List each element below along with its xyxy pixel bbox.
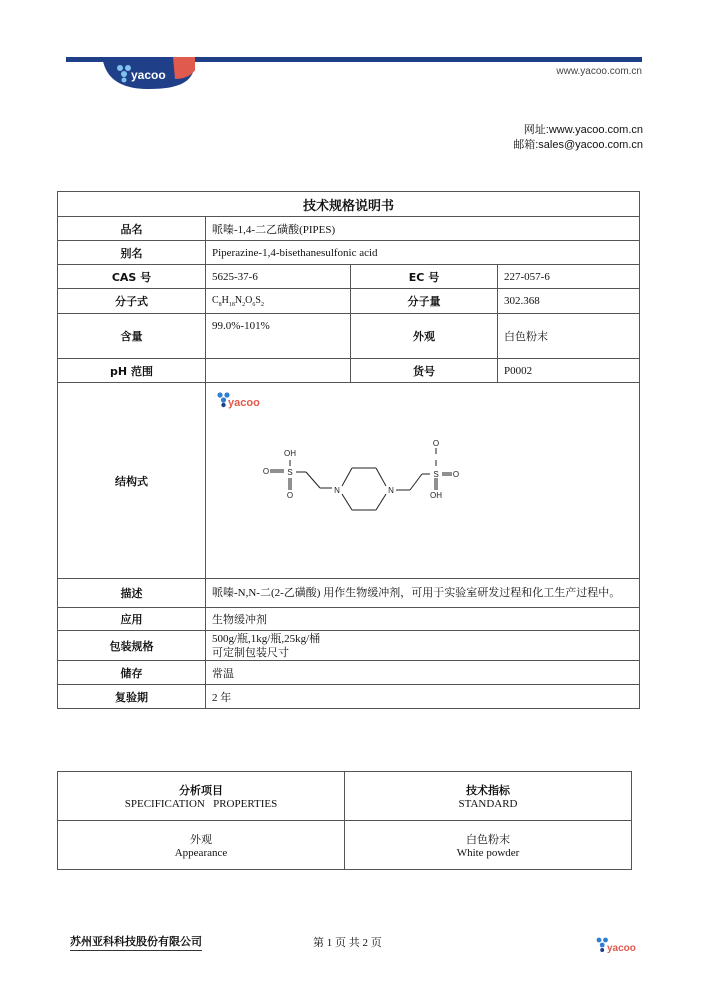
appearance-value: 白色粉末 bbox=[498, 314, 640, 359]
table-row bbox=[58, 608, 640, 631]
retest-value: 2 年 bbox=[206, 685, 640, 709]
analysis-col2-header bbox=[345, 772, 632, 821]
table-row bbox=[58, 661, 640, 685]
svg-text:OH: OH bbox=[284, 448, 296, 458]
analysis-col1-cn: 分析项目 bbox=[179, 784, 223, 797]
analysis-standard-cell bbox=[345, 821, 632, 870]
table-row bbox=[58, 241, 640, 265]
content-label: 含量 bbox=[58, 314, 206, 359]
catalog-value: P0002 bbox=[498, 359, 640, 383]
footer-yacoo-logo bbox=[595, 934, 643, 956]
svg-text:O: O bbox=[262, 466, 270, 476]
ec-label: EC 号 bbox=[351, 265, 498, 289]
description-label: 描述 bbox=[58, 579, 206, 608]
packaging-value bbox=[206, 631, 640, 661]
ph-label: pH 范围 bbox=[58, 359, 206, 383]
analysis-header-row bbox=[58, 772, 632, 821]
packaging-line-1: 500g/瓶,1kg/瓶,25kg/桶 bbox=[212, 632, 321, 645]
analysis-std-cn: 白色粉末 bbox=[466, 834, 510, 846]
table-row bbox=[58, 217, 640, 241]
mw-label: 分子量 bbox=[351, 289, 498, 314]
analysis-table bbox=[57, 771, 632, 870]
analysis-col2-en: STANDARD bbox=[458, 798, 518, 810]
alias-label: 别名 bbox=[58, 241, 206, 265]
analysis-item-en: Appearance bbox=[174, 847, 228, 859]
formula-label: 分子式 bbox=[58, 289, 206, 314]
product-name-label: 品名 bbox=[58, 217, 206, 241]
spec-title: 技术规格说明书 bbox=[58, 192, 640, 217]
email-link[interactable]: sales@yacoo.com.cn bbox=[538, 139, 643, 151]
header-url[interactable]: www.yacoo.com.cn bbox=[556, 66, 642, 77]
structure-yacoo-logo bbox=[217, 392, 260, 409]
table-row bbox=[58, 631, 640, 661]
analysis-col1-header bbox=[58, 772, 345, 821]
table-row bbox=[58, 265, 640, 289]
cas-label: CAS 号 bbox=[58, 265, 206, 289]
svg-text:yacoo: yacoo bbox=[228, 396, 260, 409]
structure-cell bbox=[206, 383, 640, 579]
retest-label: 复验期 bbox=[58, 685, 206, 709]
table-row bbox=[58, 685, 640, 709]
svg-text:S: S bbox=[433, 469, 439, 479]
contact-email: 邮箱:sales@yacoo.com.cn bbox=[513, 139, 643, 151]
svg-text:O: O bbox=[286, 490, 294, 500]
analysis-std-en: White powder bbox=[456, 847, 520, 859]
spec-table bbox=[57, 191, 640, 709]
analysis-item-cn: 外观 bbox=[190, 834, 212, 846]
table-row bbox=[58, 289, 640, 314]
svg-text:O: O bbox=[432, 438, 440, 448]
contact-website: 网址:www.yacoo.com.cn bbox=[523, 124, 643, 136]
appearance-label: 外观 bbox=[351, 314, 498, 359]
table-row bbox=[58, 579, 640, 608]
cas-value: 5625-37-6 bbox=[206, 265, 351, 289]
table-row bbox=[58, 314, 640, 359]
storage-value: 常温 bbox=[206, 661, 640, 685]
catalog-label: 货号 bbox=[351, 359, 498, 383]
svg-text:O: O bbox=[452, 469, 460, 479]
table-row bbox=[58, 383, 640, 579]
footer-page-number: 第 1 页 共 2 页 bbox=[313, 937, 382, 949]
application-value: 生物缓冲剂 bbox=[206, 608, 640, 631]
svg-text:S: S bbox=[287, 467, 293, 477]
structure-label: 结构式 bbox=[58, 383, 206, 579]
table-row bbox=[58, 821, 632, 870]
packaging-line-2: 可定制包装尺寸 bbox=[212, 646, 289, 659]
yacoo-logo bbox=[103, 57, 195, 91]
analysis-col2-cn: 技术指标 bbox=[466, 784, 510, 797]
svg-text:yacoo: yacoo bbox=[131, 68, 166, 82]
description-value: 哌嗪-N,N-二(2-乙磺酸) 用作生物缓冲剂，可用于实验室研发过程和化工生产过程中。 bbox=[206, 579, 640, 608]
spec-title-row bbox=[58, 192, 640, 217]
alias-value: Piperazine-1,4-bisethanesulfonic acid bbox=[206, 241, 640, 265]
application-label: 应用 bbox=[58, 608, 206, 631]
formula-value: $C_8H_{18}N_2O_6S_2$ bbox=[206, 289, 351, 314]
analysis-col1-en: SPECIFICATION PROPERTIES bbox=[124, 798, 278, 810]
table-row bbox=[58, 359, 640, 383]
storage-label: 储存 bbox=[58, 661, 206, 685]
website-link[interactable]: www.yacoo.com.cn bbox=[548, 124, 643, 136]
mw-value: 302.368 bbox=[498, 289, 640, 314]
footer-company: 苏州亚科科技股份有限公司 bbox=[70, 933, 202, 951]
svg-text:N: N bbox=[388, 485, 394, 495]
packaging-label: 包装规格 bbox=[58, 631, 206, 661]
content-value: 99.0%-101% bbox=[206, 314, 351, 359]
analysis-item-cell bbox=[58, 821, 345, 870]
ec-value: 227-057-6 bbox=[498, 265, 640, 289]
structure-image bbox=[206, 384, 640, 578]
svg-text:N: N bbox=[334, 485, 340, 495]
ph-value bbox=[206, 359, 351, 383]
svg-text:OH: OH bbox=[430, 490, 442, 500]
pipes-molecule bbox=[270, 448, 452, 510]
product-name-value: 哌嗪-1,4-二乙磺酸(PIPES) bbox=[206, 217, 640, 241]
svg-text:yacoo: yacoo bbox=[607, 943, 636, 954]
